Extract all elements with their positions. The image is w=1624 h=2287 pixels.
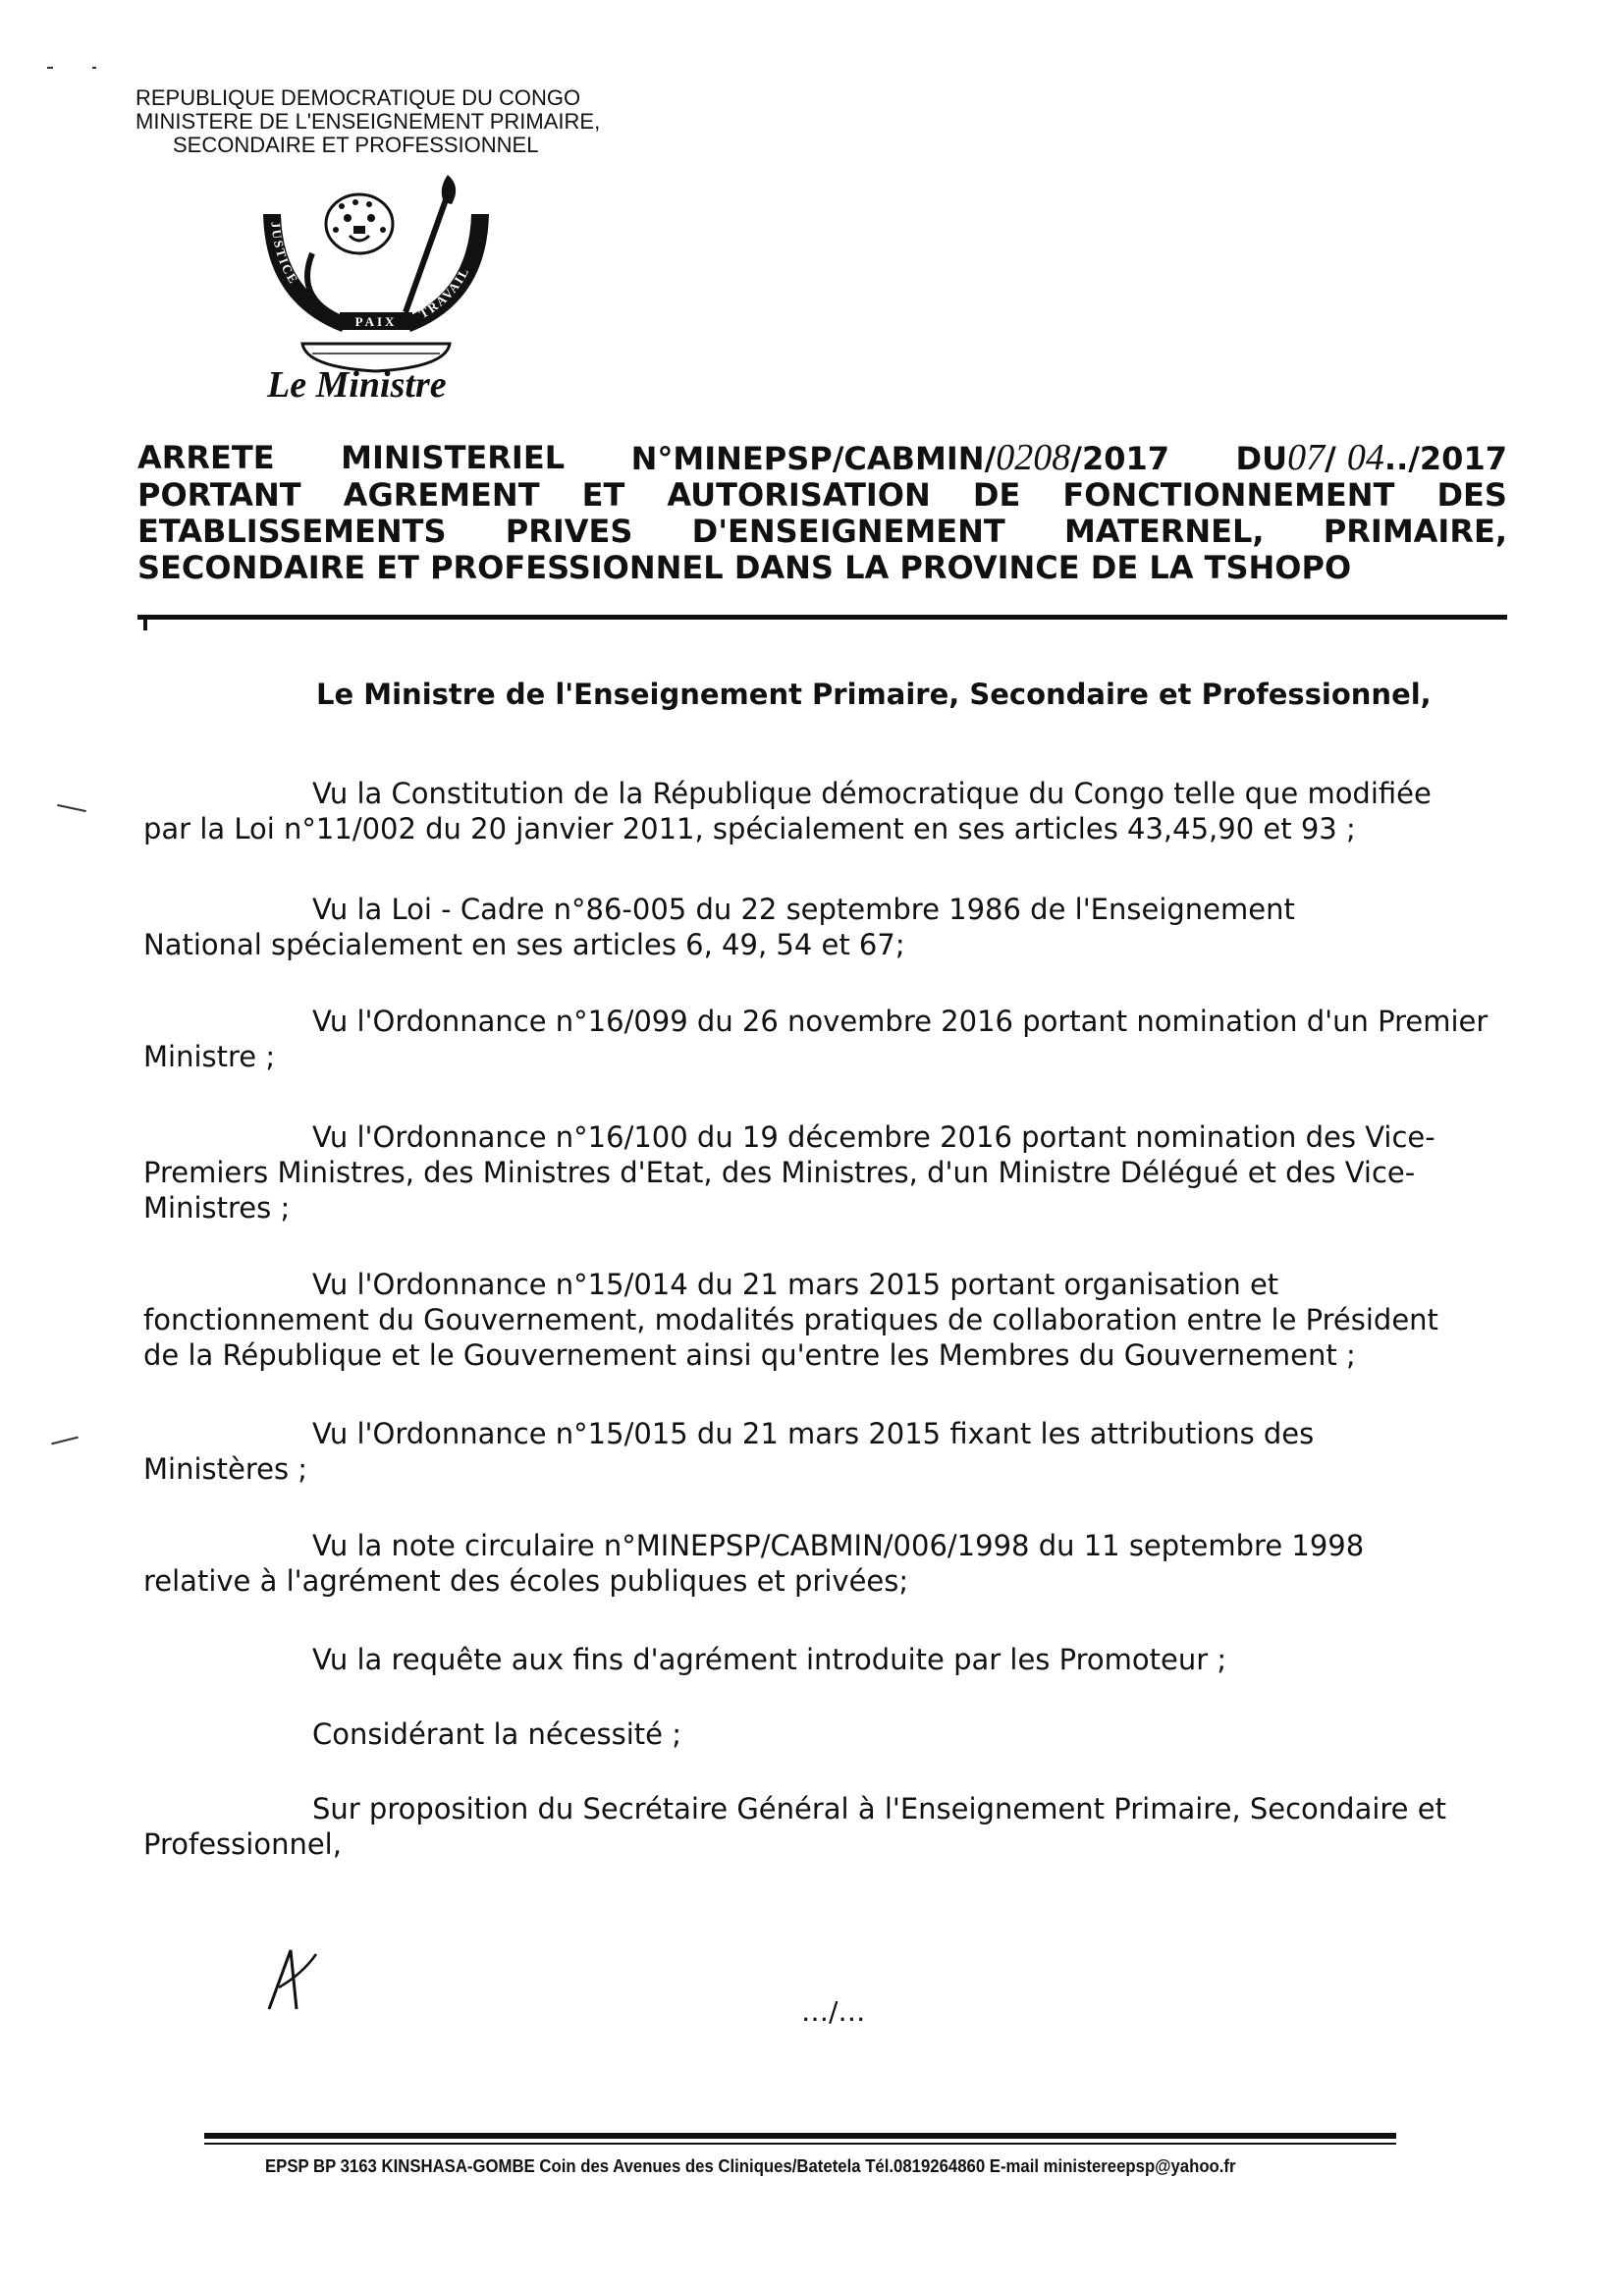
preamble-paragraph xyxy=(143,1004,1512,1074)
paragraph-first-line: Vu l'Ordonnance n°16/099 du 26 novembre 2016 portant nomination d'un Premier xyxy=(312,1005,1489,1038)
leopard-coat-of-arms-icon xyxy=(253,175,499,383)
decree-number xyxy=(630,437,1170,478)
divider-tick xyxy=(143,619,147,630)
paragraph-continuation: Premiers Ministres, des Ministres d'Etat, des Ministres, d'un Ministre Délégué et des Vice- xyxy=(143,1156,1416,1189)
title-row-3 xyxy=(137,514,1507,550)
paragraph-continuation: de la République et le Gouvernement ainsi qu'entre les Membres du Gouvernement ; xyxy=(143,1338,1356,1372)
footer-divider xyxy=(204,2133,1396,2139)
title-word: PORTANT xyxy=(137,476,301,514)
paragraph-first-line: Considérant la nécessité ; xyxy=(312,1717,681,1751)
paragraph-continuation: Ministères ; xyxy=(143,1452,308,1486)
footer-contact: EPSP BP 3163 KINSHASA-GOMBE Coin des Avenues des Cliniques/Batetela Tél.0819264860 E-mail ministereepsp@yahoo.fr xyxy=(265,2156,1236,2176)
decree-year: /2017 xyxy=(1070,440,1170,477)
title-row-2 xyxy=(137,477,1507,514)
header-country: REPUBLIQUE DEMOCRATIQUE DU CONGO xyxy=(135,85,581,110)
paragraph-first-line: Vu la Loi - Cadre n°86-005 du 22 septembre 1986 de l'Enseignement xyxy=(312,893,1295,926)
preamble-paragraph xyxy=(143,1267,1512,1373)
title-row-4: SECONDAIRE ET PROFESSIONNEL DANS LA PROVINCE DE LA TSHOPO xyxy=(137,549,1352,586)
paragraph-continuation: relative à l'agrément des écoles publiques et privées; xyxy=(143,1564,909,1598)
decree-prefix: N°MINEPSP/CABMIN/ xyxy=(630,440,997,477)
decree-preamble xyxy=(143,776,1512,1862)
paragraph-first-line: Vu la requête aux fins d'agrément introduite par les Promoteur ; xyxy=(312,1643,1227,1676)
decree-date xyxy=(1235,437,1507,478)
date-year: ../2017 xyxy=(1383,440,1507,477)
title-word: ETABLISSEMENTS xyxy=(137,513,447,550)
title-word: ARRETE xyxy=(137,439,275,476)
paragraph-first-line: Vu la note circulaire n°MINEPSP/CABMIN/006/1998 du 11 septembre 1998 xyxy=(312,1529,1365,1562)
decree-handwritten-number: 0208 xyxy=(996,437,1071,478)
motto-paix: PAIX xyxy=(354,314,398,329)
paragraph-first-line: Sur proposition du Secrétaire Général à l'Enseignement Primaire, Secondaire et xyxy=(312,1792,1446,1825)
title-word: ET xyxy=(581,476,625,514)
motto-justice: JUSTICE xyxy=(268,221,302,288)
preamble-paragraph xyxy=(143,1416,1512,1487)
motto-travail: TRAVAIL xyxy=(416,263,472,322)
preamble-paragraph xyxy=(143,1528,1512,1599)
footer-divider-thin xyxy=(204,2143,1396,2145)
paragraph-continuation: par la Loi n°11/002 du 20 janvier 2011, spécialement en ses articles 43,45,90 et 93 ; xyxy=(143,812,1356,845)
title-word: MINISTERIEL xyxy=(341,439,566,476)
title-word: PRIVES xyxy=(505,513,633,550)
preamble-paragraph xyxy=(143,1642,1512,1677)
header-ministry: MINISTERE DE L'ENSEIGNEMENT PRIMAIRE, xyxy=(135,109,601,134)
minister-heading: Le Ministre de l'Enseignement Primaire, Secondaire et Professionnel, xyxy=(316,678,1432,711)
paragraph-continuation: Ministre ; xyxy=(143,1040,276,1073)
date-sep: / xyxy=(1325,440,1336,477)
paragraph-continuation: Professionnel, xyxy=(143,1827,342,1861)
title-row-1 xyxy=(137,437,1507,478)
title-word: D'ENSEIGNEMENT xyxy=(691,513,1005,550)
title-divider xyxy=(137,615,1507,620)
paragraph-first-line: Vu l'Ordonnance n°15/015 du 21 mars 2015 fixant les attributions des xyxy=(312,1417,1315,1450)
date-prefix: DU xyxy=(1235,440,1288,477)
decree-title xyxy=(137,437,1507,586)
paragraph-continuation: fonctionnement du Gouvernement, modalités pratiques de collaboration entre le Président xyxy=(143,1303,1438,1336)
title-word: AGREMENT xyxy=(343,476,540,514)
preamble-paragraph xyxy=(143,1716,1512,1752)
ministry-header xyxy=(135,86,600,157)
signature-title: Le Ministre xyxy=(267,364,447,406)
title-word: AUTORISATION xyxy=(667,476,931,514)
title-word: DES xyxy=(1436,476,1507,514)
preamble-paragraph xyxy=(143,1791,1512,1862)
paragraph-continuation: National spécialement en ses articles 6, 49, 54 et 67; xyxy=(143,928,905,961)
preamble-paragraph xyxy=(143,776,1512,846)
paragraph-continuation: Ministres ; xyxy=(143,1191,291,1225)
date-handwritten-day: 07 xyxy=(1287,437,1326,478)
header-ministry-cont: SECONDAIRE ET PROFESSIONNEL xyxy=(173,133,539,157)
title-word: PRIMAIRE, xyxy=(1323,513,1507,550)
preamble-paragraph xyxy=(143,892,1512,962)
title-word: DE xyxy=(972,476,1021,514)
page-continuation: …/… xyxy=(801,1995,866,2028)
paragraph-first-line: Vu l'Ordonnance n°16/100 du 19 décembre 2016 portant nomination des Vice- xyxy=(312,1120,1435,1154)
title-word: MATERNEL, xyxy=(1063,513,1265,550)
handwritten-initial-icon xyxy=(263,1944,322,2013)
title-word: FONCTIONNEMENT xyxy=(1062,476,1395,514)
paragraph-first-line: Vu l'Ordonnance n°15/014 du 21 mars 2015 portant organisation et xyxy=(312,1268,1279,1301)
date-handwritten-month: 04 xyxy=(1346,437,1384,478)
preamble-paragraph xyxy=(143,1119,1512,1225)
paragraph-first-line: Vu la Constitution de la République démocratique du Congo telle que modifiée xyxy=(312,777,1432,810)
